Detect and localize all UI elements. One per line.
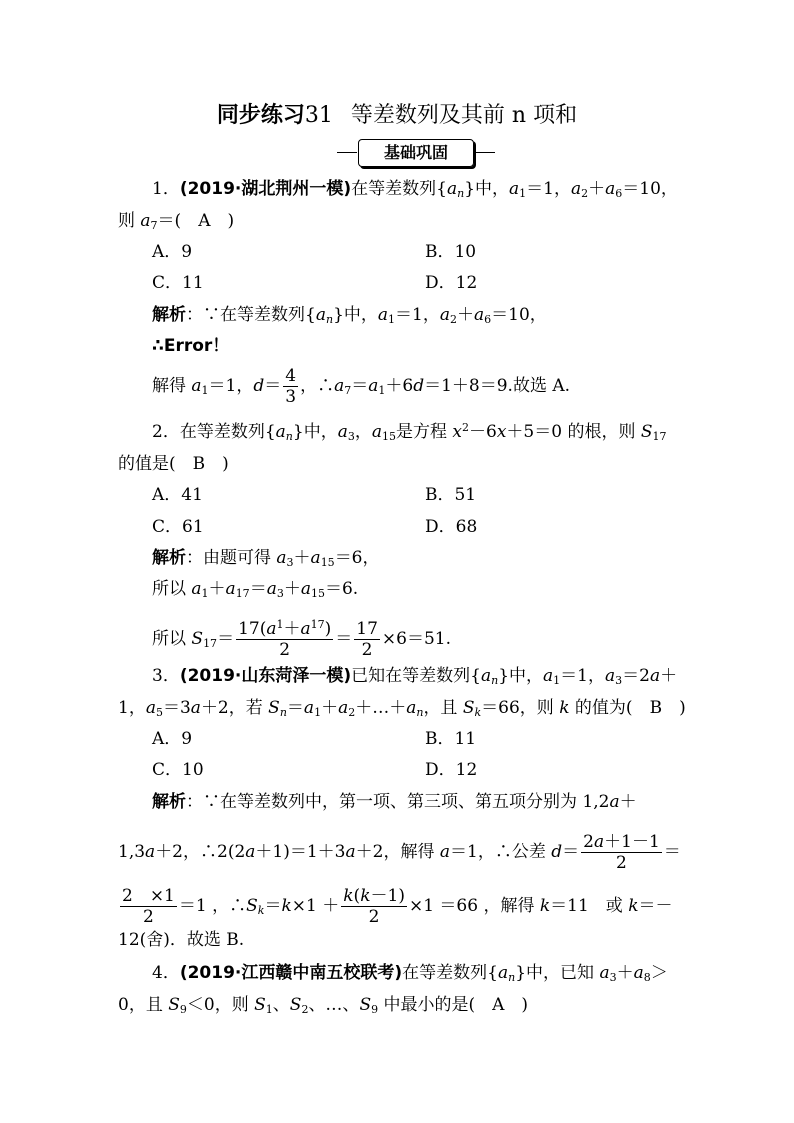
q1-solution-line1: 解析：∵在等差数列$\{a_n\}$中，$a_1=1$，$a_2+a_6=10$，: [152, 305, 547, 326]
section-badge: 基础巩固: [358, 139, 474, 167]
fraction: $\frac{17}{2}$: [356, 619, 378, 660]
q2-stem: 2．在等差数列$\{a_n\}$中，$a_3$，$a_{15}$是方程 $x^2-6x+5=0$ 的根，则 $S_{17}$: [152, 421, 667, 443]
q1-option-a: A．9: [152, 242, 193, 262]
q4-answer: A: [492, 995, 505, 1015]
q2-option-c: C．61: [152, 517, 204, 537]
q3-solution-line1: 解析：∵在等差数列中，第一项、第三项、第五项分别为 1,2a＋: [152, 792, 637, 812]
q3-solution-line4: 12(舍)．故选 B.: [118, 930, 245, 950]
title-topic: 等差数列及其前 n 项和: [350, 103, 578, 128]
title-number: 31: [304, 103, 333, 128]
q2-solution-line2: 所以 $a_1+a_{17}=a_3+a_{15}=6$.: [152, 579, 359, 600]
q2-option-a: A．41: [152, 485, 203, 505]
q4-stem: 4．(2019·江西赣中南五校联考)在等差数列$\{a_n\}$中，已知 $a_3+a_8>$: [152, 963, 668, 984]
q3-solution-line3: $\frac{2 \times 1}{2}$ ＝1 ，$\therefore S_k=k\times 1$ ＋ $\frac{k(k-1)}{2}$ ×1 ＝66 ，解得 k＝11 或 k＝－: [122, 886, 673, 927]
fraction: $\frac{4}{3}$: [285, 366, 297, 407]
q3-option-c: C．10: [152, 760, 204, 780]
q3-answer: B: [649, 698, 663, 718]
q3-solution-line2: 1,3a＋2，∴2(2a＋1)＝1＋3a＋2，解得 a＝1，∴公差 d＝ $\frac{2a+1-1}{2}$ ＝: [118, 832, 681, 873]
fraction: $\frac{2 \times 1}{2}$: [122, 886, 175, 927]
q4-stem-line2: 0，且 $S_9<0$，则 $S_1$、$S_2$、…、$S_9$ 中最小的是( A ): [118, 995, 529, 1016]
q3-option-b: B．11: [425, 729, 477, 749]
q2-option-b: B．51: [425, 485, 477, 505]
q2-answer: B: [192, 454, 206, 474]
q2-option-d: D．68: [425, 517, 478, 537]
q2-stem-line2: 的值是( B ): [118, 454, 229, 474]
fraction: $\frac{k(k-1)}{2}$: [343, 886, 405, 927]
q1-answer: A: [198, 211, 211, 231]
q1-stem: 1．(2019·湖北荆州一模)在等差数列$\{a_n\}$中，$a_1=1$，$a_2+a_6=10$，: [152, 179, 678, 200]
q1-option-b: B．10: [425, 242, 477, 262]
q2-solution-line3: 所以 $S_{17}=$ $\frac{17(a^1+a^{17})}{2}$ ＝ $\frac{17}{2}$ ×6＝51.: [152, 618, 451, 660]
q1-solution-line2: ∴Error！: [152, 336, 230, 356]
page-title: [0, 98, 794, 129]
q3-stem: 3．(2019·山东菏泽一模)已知在等差数列$\{a_n\}$中，$a_1=1$，$a_3=2a+$: [152, 666, 678, 687]
q1-solution-line3: 解得 $a_1=1$，d＝ $\frac{4}{3}$ ，$\therefore a_7=a_1+6d=1+8=9$.故选 A.: [152, 366, 571, 407]
q1-option-c: C．11: [152, 273, 204, 293]
q3-option-d: D．12: [425, 760, 478, 780]
fraction: $\frac{2a+1-1}{2}$: [583, 832, 660, 873]
q2-solution-line1: 解析：由题可得 $a_3+a_{15}=6$，: [152, 548, 380, 569]
q3-stem-line2: 1，$a_5=3a+2$，若 $S_n=a_1+a_2+\dots+a_n$，且 $S_k=66$，则 k 的值为( B ): [118, 698, 686, 719]
q1-option-d: D．12: [425, 273, 478, 293]
fraction: $\frac{17(a^1+a^{17})}{2}$: [238, 618, 332, 660]
q1-stem-line2: 则 $a_7=$( A ): [118, 211, 235, 232]
q3-option-a: A．9: [152, 729, 193, 749]
title-prefix: 同步练习: [216, 103, 305, 128]
